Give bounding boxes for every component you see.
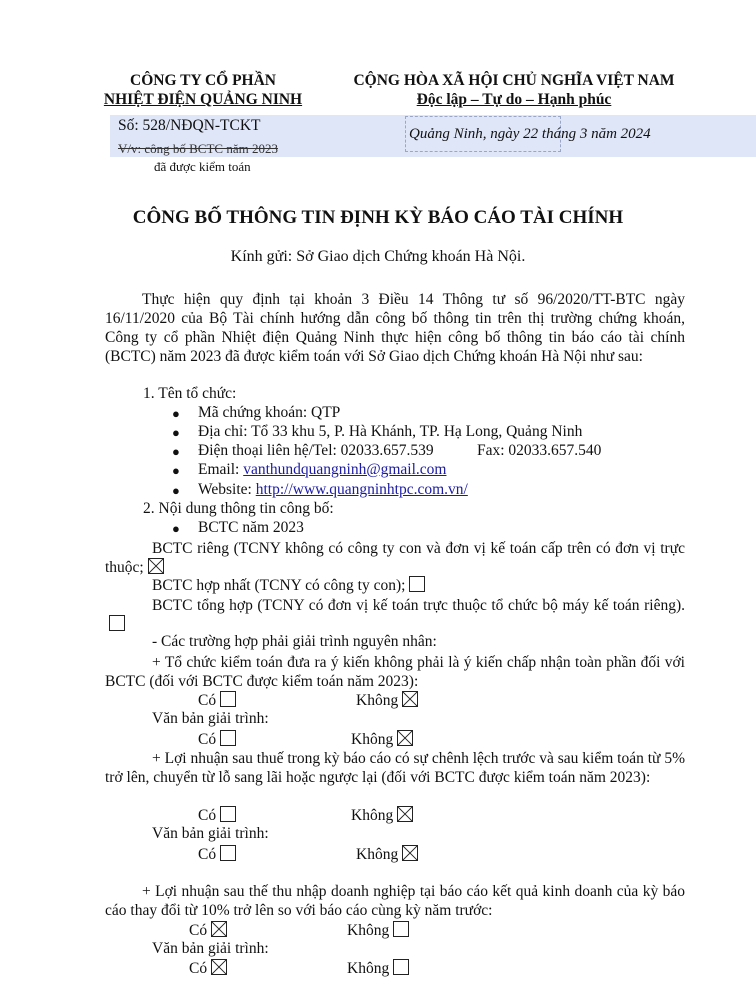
case2-no-checkbox[interactable] <box>397 806 413 822</box>
case1-yes: Có <box>198 691 236 710</box>
recipient: Kính gửi: Sở Giao dịch Chứng khoán Hà Nội. <box>230 248 526 265</box>
cases-heading: - Các trường hợp phải giải trình nguyên nhân: <box>152 633 437 650</box>
section1-heading: 1. Tên tổ chức: <box>143 385 237 402</box>
separate-report: BCTC riêng (TCNY không có công ty con và đơn vị kế toán cấp trên có đơn vị trực thuộc; <box>105 540 685 576</box>
consolidated-report: BCTC hợp nhất (TCNY có công ty con); <box>152 576 425 595</box>
nation-title: CỘNG HÒA XÃ HỘI CHỦ NGHĨA VIỆT NAM <box>353 72 675 89</box>
case1-no: Không <box>356 691 418 710</box>
website-label: Website: <box>198 481 256 498</box>
email-row <box>198 461 446 479</box>
bullet-icon: ● <box>172 463 180 478</box>
email-label: Email: <box>198 461 244 478</box>
place-date: Quảng Ninh, ngày 22 tháng 3 năm 2024 <box>409 126 651 142</box>
bullet-icon: ● <box>172 483 180 498</box>
case3-explain-yes-checkbox[interactable] <box>211 959 227 975</box>
case3-no: Không <box>347 921 409 940</box>
intro-paragraph: Thực hiện quy định tại khoản 3 Điều 14 Thông tư số 96/2020/TT-BTC ngày 16/11/2020 của Bộ Tài chính hướng dẫn công bố thông tin trên thị trường chứng khoán, Công ty cổ phần Nhiệt điện Quảng Ninh thực hiện công bố thông tin báo cáo tài chính (BCTC) năm 2023 đã được kiểm toán với Sở Giao dịch Chứng khoán Hà Nội như sau: <box>105 291 685 365</box>
document-number: Số: 528/NĐQN-TCKT <box>118 117 261 134</box>
subject-line1: V/v: công bố BCTC năm 2023 <box>118 141 278 156</box>
case2-explain-yes-checkbox[interactable] <box>220 845 236 861</box>
website-row <box>198 481 468 499</box>
bullet-icon: ● <box>172 425 180 440</box>
separate-checkbox[interactable] <box>148 558 164 574</box>
case2-yes-checkbox[interactable] <box>220 806 236 822</box>
case1-explain-label: Văn bản giải trình: <box>152 710 269 727</box>
case2-text: + Lợi nhuận sau thuế trong kỳ báo cáo có sự chênh lệch trước và sau kiểm toán từ 5% trở lên, chuyển từ lỗ sang lãi hoặc ngược lại (đối với BCTC được kiểm toán năm 2023): <box>105 750 685 786</box>
address: Địa chỉ: Tổ 33 khu 5, P. Hà Khánh, TP. Hạ Long, Quảng Ninh <box>198 423 583 440</box>
case2-no: Không <box>351 806 413 825</box>
case3-text: + Lợi nhuận sau thế thu nhập doanh nghiệp tại báo cáo kết quả kinh doanh của kỳ báo cáo thay đổi từ 10% trở lên so với báo cáo cùng kỳ năm trước: <box>105 883 685 919</box>
case3-yes: Có <box>189 921 227 940</box>
stock-code: Mã chứng khoán: QTP <box>198 404 341 421</box>
case2-explain-label: Văn bản giải trình: <box>152 825 269 842</box>
case3-explain-no: Không <box>347 959 409 978</box>
case1-explain-no-checkbox[interactable] <box>397 730 413 746</box>
case2-explain-yes: Có <box>198 845 236 864</box>
case2-explain-no: Không <box>356 845 418 864</box>
phone: Điện thoại liên hệ/Tel: 02033.657.539 <box>198 442 434 459</box>
bullet-icon: ● <box>172 444 180 459</box>
case1-yes-checkbox[interactable] <box>220 691 236 707</box>
case2-explain-no-checkbox[interactable] <box>402 845 418 861</box>
subject-line2: đã được kiểm toán <box>154 159 251 174</box>
website-link[interactable]: http://www.quangninhtpc.com.vn/ <box>255 481 468 498</box>
case1-explain-yes-checkbox[interactable] <box>220 730 236 746</box>
aggregated-report: BCTC tổng hợp (TCNY có đơn vị kế toán trực thuộc tổ chức bộ máy kế toán riêng). <box>105 596 685 634</box>
fax: Fax: 02033.657.540 <box>477 442 602 459</box>
page-title: CÔNG BỐ THÔNG TIN ĐỊNH KỲ BÁO CÁO TÀI CHÍNH <box>132 207 624 228</box>
case2-yes: Có <box>198 806 236 825</box>
section2-heading: 2. Nội dung thông tin công bố: <box>143 500 334 517</box>
bullet-icon: ● <box>172 406 180 421</box>
email-link[interactable]: vanthundquangninh@gmail.com <box>243 461 447 478</box>
case3-no-checkbox[interactable] <box>393 921 409 937</box>
consolidated-checkbox[interactable] <box>409 576 425 592</box>
nation-motto: Độc lập – Tự do – Hạnh phúc <box>416 91 612 108</box>
case1-no-checkbox[interactable] <box>402 691 418 707</box>
company-name-line1: CÔNG TY CỔ PHẦN <box>130 72 276 89</box>
report-year: BCTC năm 2023 <box>198 519 304 536</box>
case3-explain-no-checkbox[interactable] <box>393 959 409 975</box>
aggregated-checkbox[interactable] <box>109 615 125 631</box>
case1-explain-no: Không <box>351 730 413 749</box>
case3-explain-yes: Có <box>189 959 227 978</box>
case3-explain-label: Văn bản giải trình: <box>152 940 269 957</box>
case1-explain-yes: Có <box>198 730 236 749</box>
bullet-icon: ● <box>172 521 180 536</box>
company-name-line2: NHIỆT ĐIỆN QUẢNG NINH <box>103 91 303 108</box>
case3-yes-checkbox[interactable] <box>211 921 227 937</box>
case1-text: + Tổ chức kiểm toán đưa ra ý kiến không phải là ý kiến chấp nhận toàn phần đối với BCTC (đối với BCTC được kiểm toán năm 2023): <box>105 654 685 690</box>
